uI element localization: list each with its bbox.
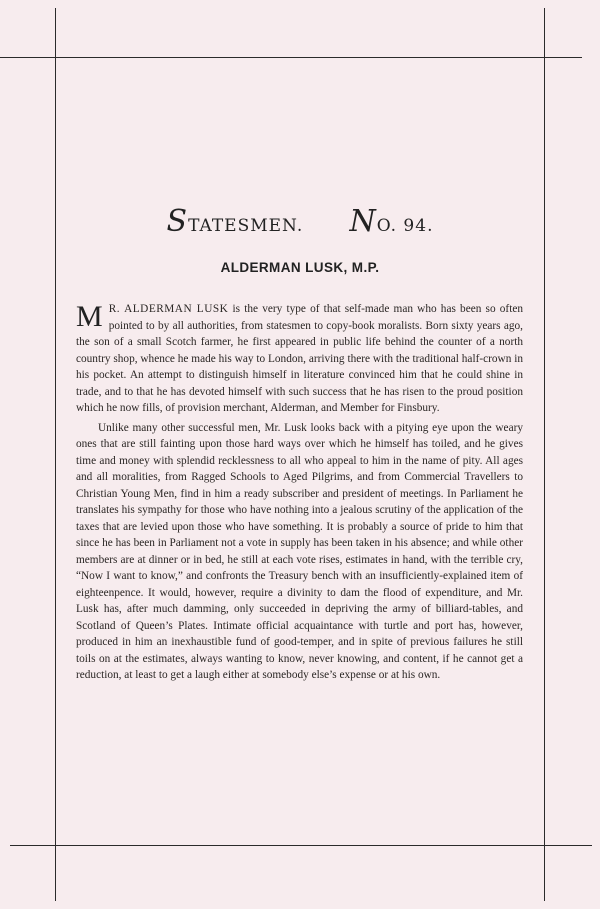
paragraph-1-text: is the very type of that self-made man who has been so often pointed to by all authorities, from statesmen to copy-book moralists. Born sixty years ago, the son of a small Scotch farmer, he first appeared in public life behind the counter of a north country shop, whence he made his way to London, arriving there with the traditional half-crown in his pocket. An attempt to distinguish himself in literature convinced him that he could shine in trade, and to that he has devoted himself with such success that he has risen to the proud position which he now fills, of provision merchant, Alderman, and Member for Finsbury. — [76, 303, 523, 414]
lead-caps: R. ALDERMAN LUSK — [108, 303, 229, 315]
article-paragraph-2: Unlike many other successful men, Mr. Lusk looks back with a pitying eye upon the weary ones that are still fainting upon those hard ways over which he himself has toiled, and he gives time and money with splendid recklessness to all who appeal to him in the name of pity. All ages and all moralities, from Ragged Schools to Aged Pilgrims, and from Commercial Travellers to Christian Young Men, find in him a ready subscriber and president of meetings. In Parliament he translates his sympathy for those who have nothing into a jealous scrutiny of the application of the taxes that are levied upon those who have something. It is probably a source of pride to him that since he has been in Parliament not a vote in supply has been taken in his absence; and while other members are at dinner or in bed, he still at each vote rises, estimates in hand, with the terrible cry, “Now I want to know,” and confronts the Treasury bench with an insufficiently-explained item of eighteenpence. It would, however, require a divinity to dam the flood of expenditure, and Mr. Lusk has, after much damming, only succeeded in depriving the army of billiard-tables, and Scotland of Queen’s Plates. Intimate official acquaintance with turtle and port has, however, produced in him an inexhaustible fund of good-temper, and in spite of previous failures he still toils on at the estimates, always wanting to know, never knowing, and content, if he cannot get a reduction, at least to get a laugh either at somebody else’s expense or at his own. — [76, 421, 523, 681]
frame-line-right — [544, 8, 545, 901]
frame-line-top — [0, 57, 582, 58]
page-heading — [0, 204, 600, 239]
drop-cap: M — [76, 300, 103, 333]
heading-number: O. 94. — [376, 216, 434, 236]
frame-line-bottom — [10, 845, 592, 846]
article-subtitle: ALDERMAN LUSK, M.P. — [220, 260, 380, 275]
article-paragraph-1 — [76, 301, 523, 417]
heading-number-initial: N — [349, 204, 377, 239]
heading-series-word: TATESMEN. — [188, 216, 304, 236]
article-body — [76, 301, 523, 684]
frame-line-left — [55, 8, 56, 901]
heading-series-initial: S — [166, 204, 189, 239]
